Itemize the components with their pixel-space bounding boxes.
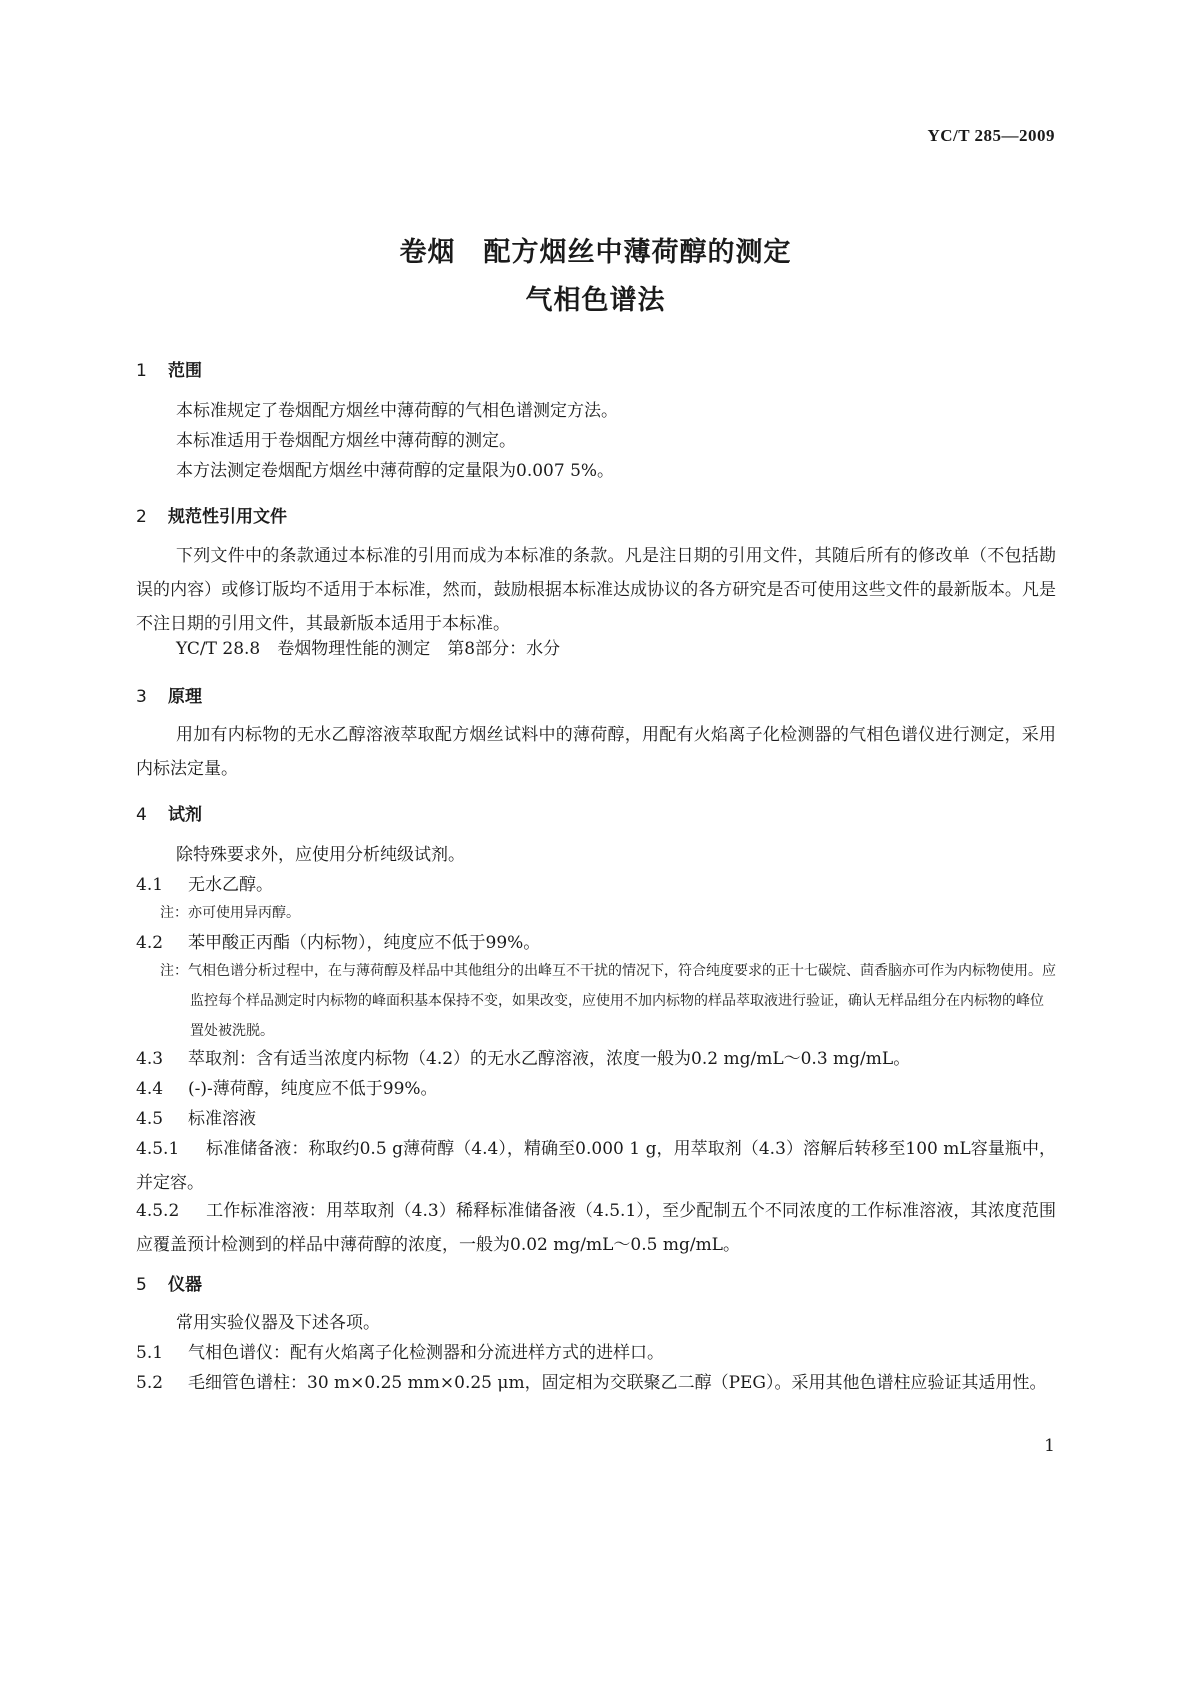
clause-text: 苯甲酸正丙酯（内标物），纯度应不低于99%。: [188, 933, 541, 953]
clause-number: 5.2: [136, 1373, 164, 1393]
paragraph: 用加有内标物的无水乙醇溶液萃取配方烟丝试料中的薄荷醇，用配有火焰离子化检测器的气相色谱仪进行测定，采用内标法定量。: [136, 725, 1056, 779]
clause-number: 4.2: [136, 933, 164, 953]
section-title: 试剂: [168, 805, 202, 825]
clause-number: 4.4: [136, 1079, 164, 1099]
clause-number: 4.5: [136, 1109, 164, 1129]
section-5-heading: [136, 1270, 202, 1295]
clause-4-4: [136, 1072, 1056, 1106]
clause-number: 4.5.1: [136, 1139, 180, 1159]
clause-5-2: [136, 1366, 1056, 1400]
clause-4-5-1: [136, 1132, 1056, 1200]
clause-text: 毛细管色谱柱：30 m×0.25 mm×0.25 μm，固定相为交联聚乙二醇（PEG）。采用其他色谱柱应验证其适用性。: [188, 1373, 1047, 1393]
section-title: 规范性引用文件: [168, 507, 287, 527]
clause-number: 4.5.2: [136, 1201, 180, 1221]
clause-4-3: [136, 1042, 1056, 1076]
clause-text: 气相色谱仪：配有火焰离子化检测器和分流进样方式的进样口。: [188, 1343, 664, 1363]
note: 注：气相色谱分析过程中，在与薄荷醇及样品中其他组分的出峰互不干扰的情况下，符合纯度要求的正十七碳烷、茴香脑亦可作为内标物使用。应监控每个样品测定时内标物的峰面积基本保持不变，如果改变，应使用不加内标物的样品萃取液进行验证，确认无样品组分在内标物的峰位置处被洗脱。: [160, 963, 1056, 1039]
clause-4-2: [136, 926, 1056, 960]
section-number: 3: [136, 687, 147, 707]
clause-4-1: [136, 868, 1056, 902]
paragraph: 本方法测定卷烟配方烟丝中薄荷醇的定量限为0.007 5%。: [176, 461, 615, 481]
standard-code: YC/T 285—2009: [927, 126, 1055, 145]
clause-number: 4.1: [136, 875, 164, 895]
section-title: 原理: [168, 687, 202, 707]
section-number: 4: [136, 805, 147, 825]
section-2-heading: [136, 502, 287, 527]
section-title: 范围: [168, 361, 202, 381]
clause-number: 4.3: [136, 1049, 164, 1069]
clause-text: 萃取剂：含有适当浓度内标物（4.2）的无水乙醇溶液，浓度一般为0.2 mg/mL～0.3 mg/mL。: [188, 1049, 911, 1069]
paragraph: 本标准规定了卷烟配方烟丝中薄荷醇的气相色谱测定方法。: [176, 401, 618, 421]
section-number: 5: [136, 1275, 147, 1295]
page-number: 1: [1044, 1436, 1055, 1456]
clause-4-5-2: [136, 1194, 1056, 1262]
clause-text: 工作标准溶液：用萃取剂（4.3）稀释标准储备液（4.5.1），至少配制五个不同浓度的工作标准溶液，其浓度范围应覆盖预计检测到的样品中薄荷醇的浓度，一般为0.02 mg/mL～0.5 mg/mL。: [136, 1201, 1056, 1255]
paragraph: 常用实验仪器及下述各项。: [176, 1313, 380, 1333]
paragraph: 本标准适用于卷烟配方烟丝中薄荷醇的测定。: [176, 431, 516, 451]
section-1-heading: [136, 356, 202, 381]
clause-text: 无水乙醇。: [188, 875, 273, 895]
document-subtitle: 气相色谱法: [525, 285, 666, 316]
section-number: 1: [136, 361, 147, 381]
document-title: 卷烟 配方烟丝中薄荷醇的测定: [399, 237, 792, 268]
clause-number: 5.1: [136, 1343, 164, 1363]
normative-reference: YC/T 28.8 卷烟物理性能的测定 第8部分：水分: [176, 639, 561, 659]
clause-text: (-)-薄荷醇，纯度应不低于99%。: [188, 1079, 438, 1099]
section-3-heading: [136, 682, 202, 707]
clause-text: 标准储备液：称取约0.5 g薄荷醇（4.4），精确至0.000 1 g，用萃取剂（4.3）溶解后转移至100 mL容量瓶中，并定容。: [136, 1139, 1056, 1193]
note: 注：亦可使用异丙醇。: [160, 905, 300, 921]
paragraph: 下列文件中的条款通过本标准的引用而成为本标准的条款。凡是注日期的引用文件，其随后所有的修改单（不包括勘误的内容）或修订版均不适用于本标准，然而，鼓励根据本标准达成协议的各方研究是否可使用这些文件的最新版本。凡是不注日期的引用文件，其最新版本适用于本标准。: [136, 546, 1056, 634]
section-4-heading: [136, 800, 202, 825]
clause-5-1: [136, 1336, 1056, 1370]
clause-text: 标准溶液: [188, 1109, 256, 1129]
section-number: 2: [136, 507, 147, 527]
clause-4-5: [136, 1102, 1056, 1136]
paragraph: 除特殊要求外，应使用分析纯级试剂。: [176, 845, 465, 865]
section-title: 仪器: [168, 1275, 202, 1295]
